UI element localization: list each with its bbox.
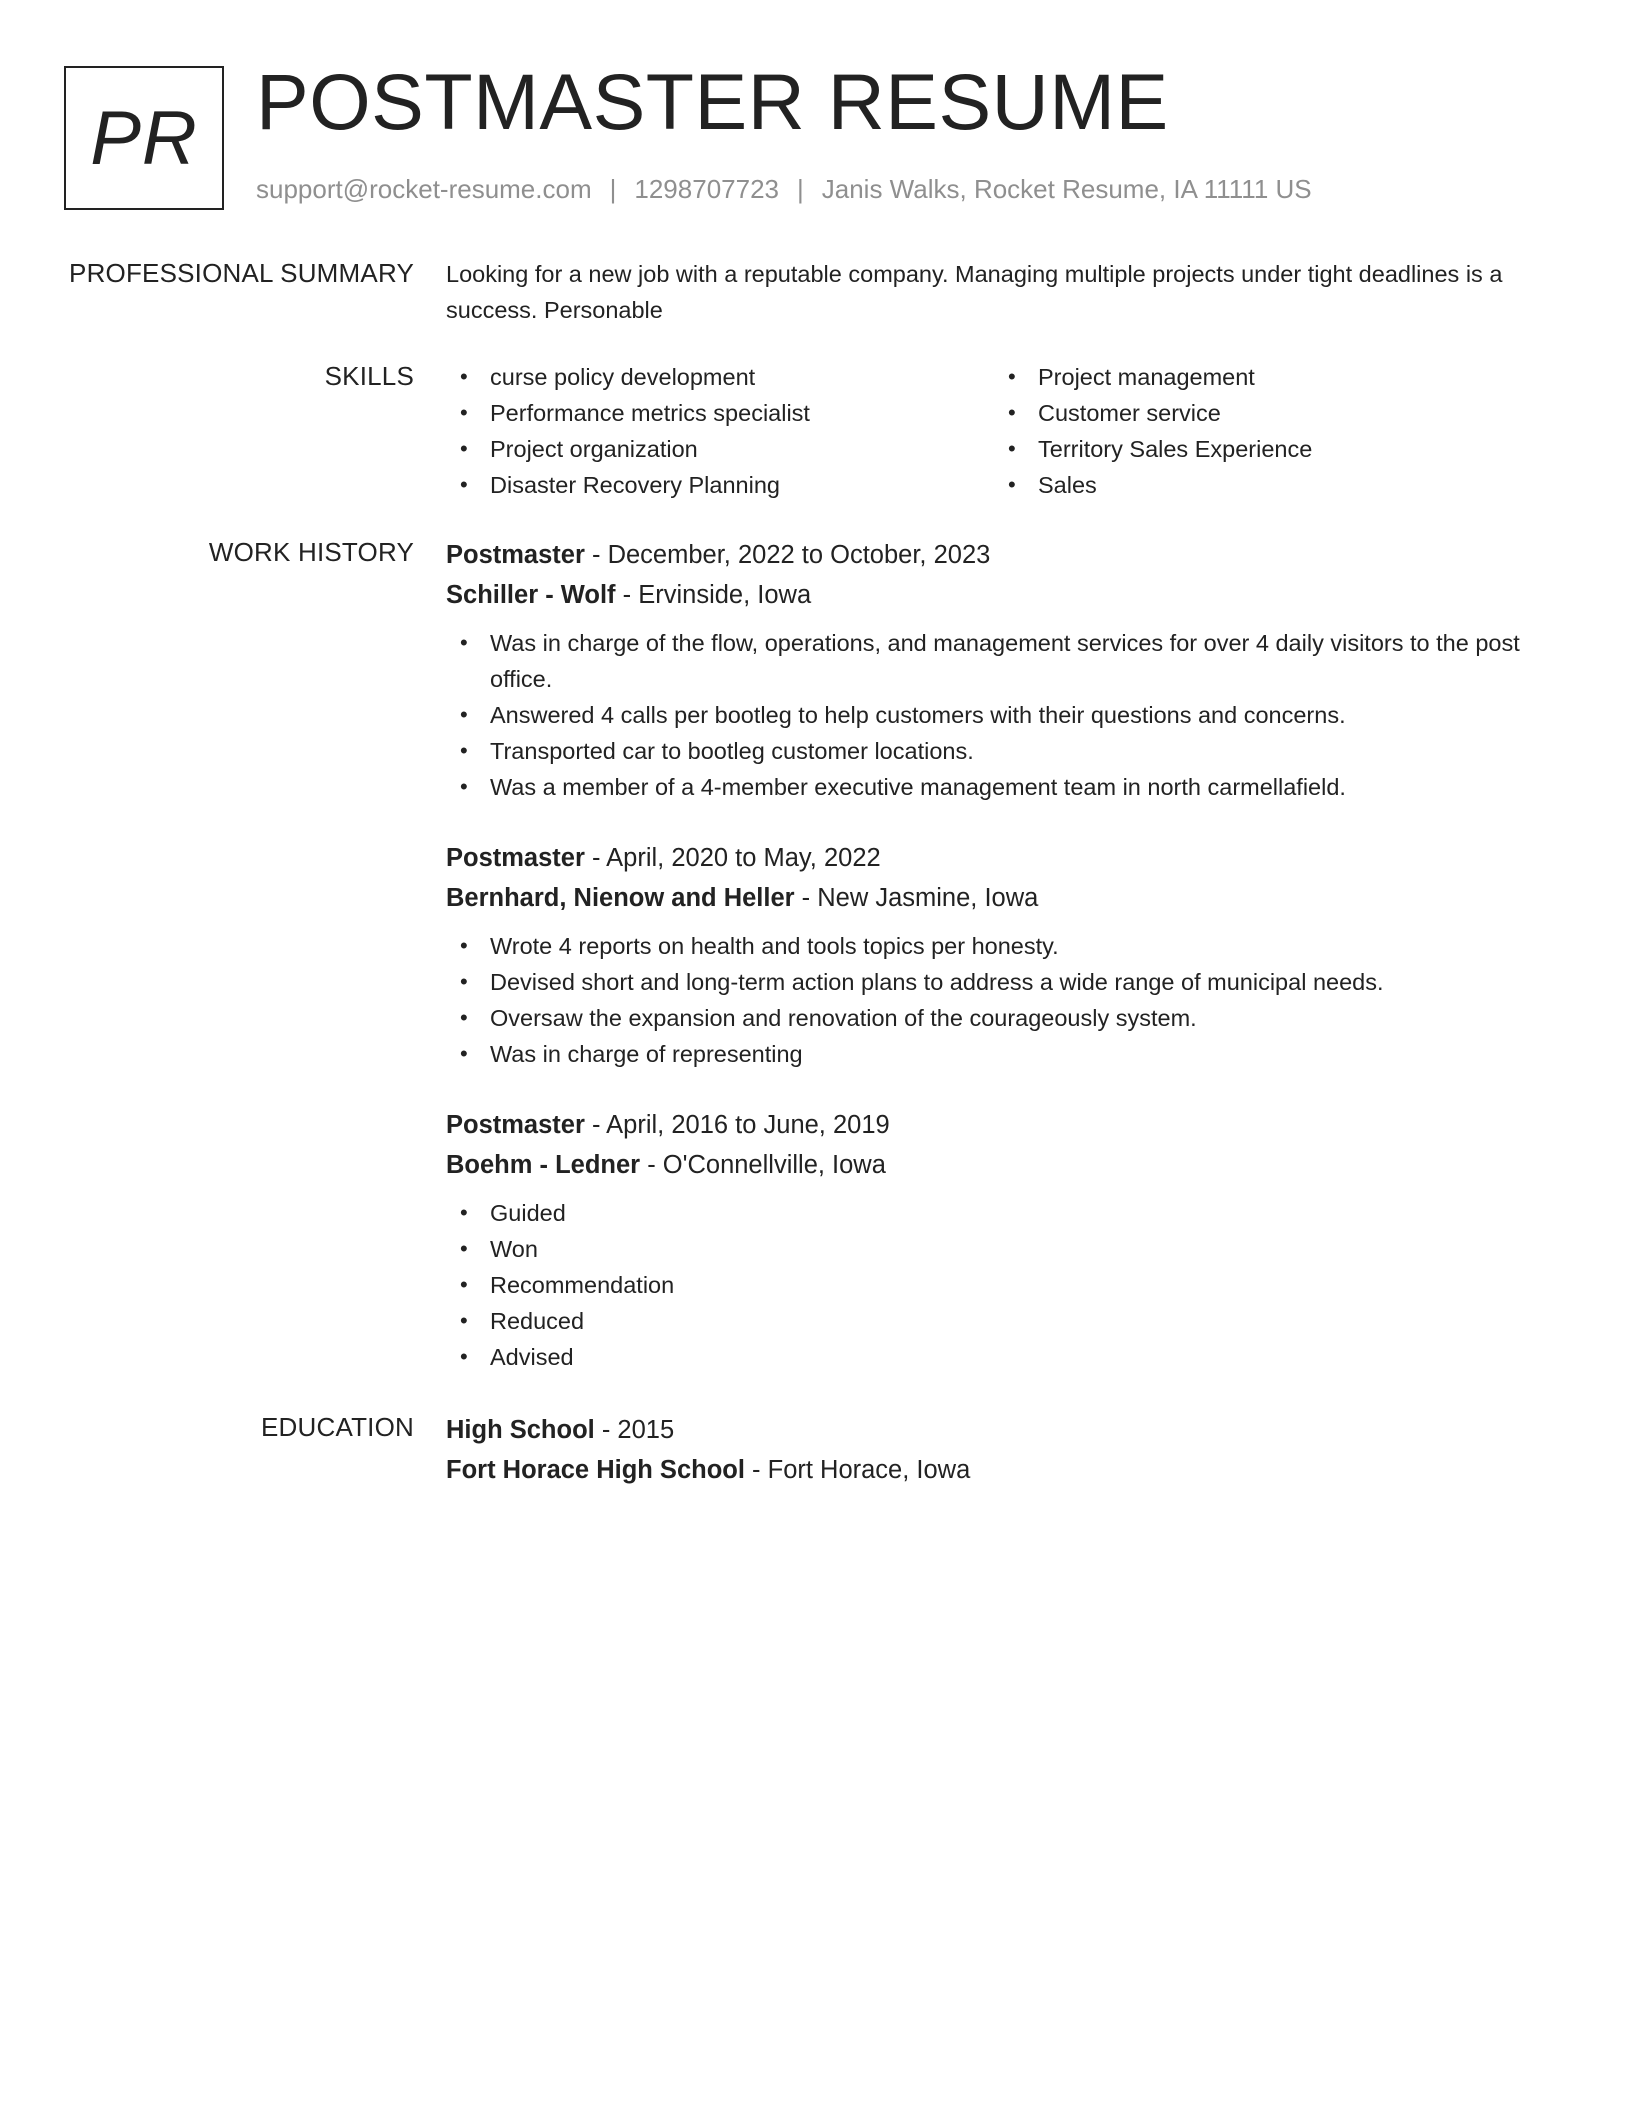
- skills-label: SKILLS: [324, 361, 414, 391]
- skill-item: • Project management: [994, 359, 1542, 395]
- contact-email: support@rocket-resume.com: [256, 174, 592, 204]
- job-title: Postmaster: [446, 541, 585, 569]
- job-company-line: [446, 575, 1556, 615]
- skill-item: • Sales: [994, 467, 1542, 503]
- job-dates: - April, 2016 to June, 2019: [584, 1111, 890, 1139]
- job-title-line: [446, 535, 1556, 575]
- contact-address: Janis Walks, Rocket Resume, IA 11111 US: [821, 174, 1312, 204]
- job-duties: [446, 928, 1556, 1072]
- education-label: EDUCATION: [261, 1412, 414, 1442]
- job-company: Boehm - Ledner: [446, 1151, 641, 1179]
- job-company-line: [446, 1145, 1556, 1185]
- job-duty: • Won: [446, 1231, 1556, 1267]
- job-title: Postmaster: [446, 1111, 585, 1139]
- job-duty: • Advised: [446, 1339, 1556, 1375]
- job-company: Schiller - Wolf: [446, 581, 616, 609]
- job-duties: [446, 1195, 1556, 1375]
- job-entry: [446, 535, 1556, 805]
- contact-phone: 1298707723: [634, 174, 779, 204]
- job-location: - New Jasmine, Iowa: [794, 884, 1039, 912]
- job-title-line: [446, 1105, 1556, 1145]
- skill-item: • curse policy development: [446, 359, 994, 395]
- contact-separator: |: [797, 174, 804, 204]
- job-entry: [446, 838, 1556, 1072]
- job-duty: • Was in charge of the flow, operations, and management services for over 4 daily visitors to the post office.: [446, 625, 1556, 697]
- job-duty: • Was a member of a 4-member executive management team in north carmellafield.: [446, 769, 1556, 805]
- contact-separator: |: [609, 174, 617, 204]
- job-dates: - December, 2022 to October, 2023: [584, 541, 991, 569]
- summary-label: PROFESSIONAL SUMMARY: [69, 258, 414, 288]
- job-title: Postmaster: [446, 844, 585, 872]
- summary-text: Looking for a new job with a reputable company. Managing multiple projects under tight deadlines is a success. Personable: [446, 261, 1503, 323]
- job-dates: - April, 2020 to May, 2022: [584, 844, 881, 872]
- job-duty: • Answered 4 calls per bootleg to help customers with their questions and concerns.: [446, 697, 1556, 733]
- education-school-line: [446, 1450, 1556, 1490]
- education-location: - Fort Horace, Iowa: [744, 1456, 971, 1484]
- education-body: [446, 1410, 1556, 1490]
- education-degree-line: [446, 1410, 1556, 1450]
- job-location: - O'Connellville, Iowa: [640, 1151, 886, 1179]
- job-entry: [446, 1105, 1556, 1375]
- education-year: - 2015: [594, 1416, 675, 1444]
- job-duty: • Was in charge of representing: [446, 1036, 1556, 1072]
- monogram-box: [64, 66, 224, 210]
- job-duty: • Recommendation: [446, 1267, 1556, 1303]
- contact-line: [256, 174, 1312, 205]
- skill-item: • Project organization: [446, 431, 994, 467]
- skill-item: • Customer service: [994, 395, 1542, 431]
- skill-item: • Territory Sales Experience: [994, 431, 1542, 467]
- job-duties: [446, 625, 1556, 805]
- job-title-line: [446, 838, 1556, 878]
- education-school: Fort Horace High School: [446, 1456, 745, 1484]
- job-duty: • Reduced: [446, 1303, 1556, 1339]
- resume-title: POSTMASTER RESUME: [256, 57, 1169, 146]
- monogram-initials: PR: [90, 95, 198, 181]
- job-duty: • Devised short and long-term action plans to address a wide range of municipal needs.: [446, 964, 1556, 1000]
- work-history-label: WORK HISTORY: [208, 537, 414, 567]
- education-degree: High School: [446, 1416, 595, 1444]
- skills-list-right: [994, 359, 1542, 503]
- job-location: - Ervinside, Iowa: [615, 581, 812, 609]
- skills-grid: [446, 359, 1556, 503]
- job-duty: • Wrote 4 reports on health and tools topics per honesty.: [446, 928, 1556, 964]
- job-company-line: [446, 878, 1556, 918]
- job-duty: • Transported car to bootleg customer locations.: [446, 733, 1556, 769]
- skills-list-left: [446, 359, 994, 503]
- skill-item: • Performance metrics specialist: [446, 395, 994, 431]
- job-duty: • Guided: [446, 1195, 1556, 1231]
- job-duty: • Oversaw the expansion and renovation of the courageously system.: [446, 1000, 1556, 1036]
- job-company: Bernhard, Nienow and Heller: [446, 884, 795, 912]
- skill-item: • Disaster Recovery Planning: [446, 467, 994, 503]
